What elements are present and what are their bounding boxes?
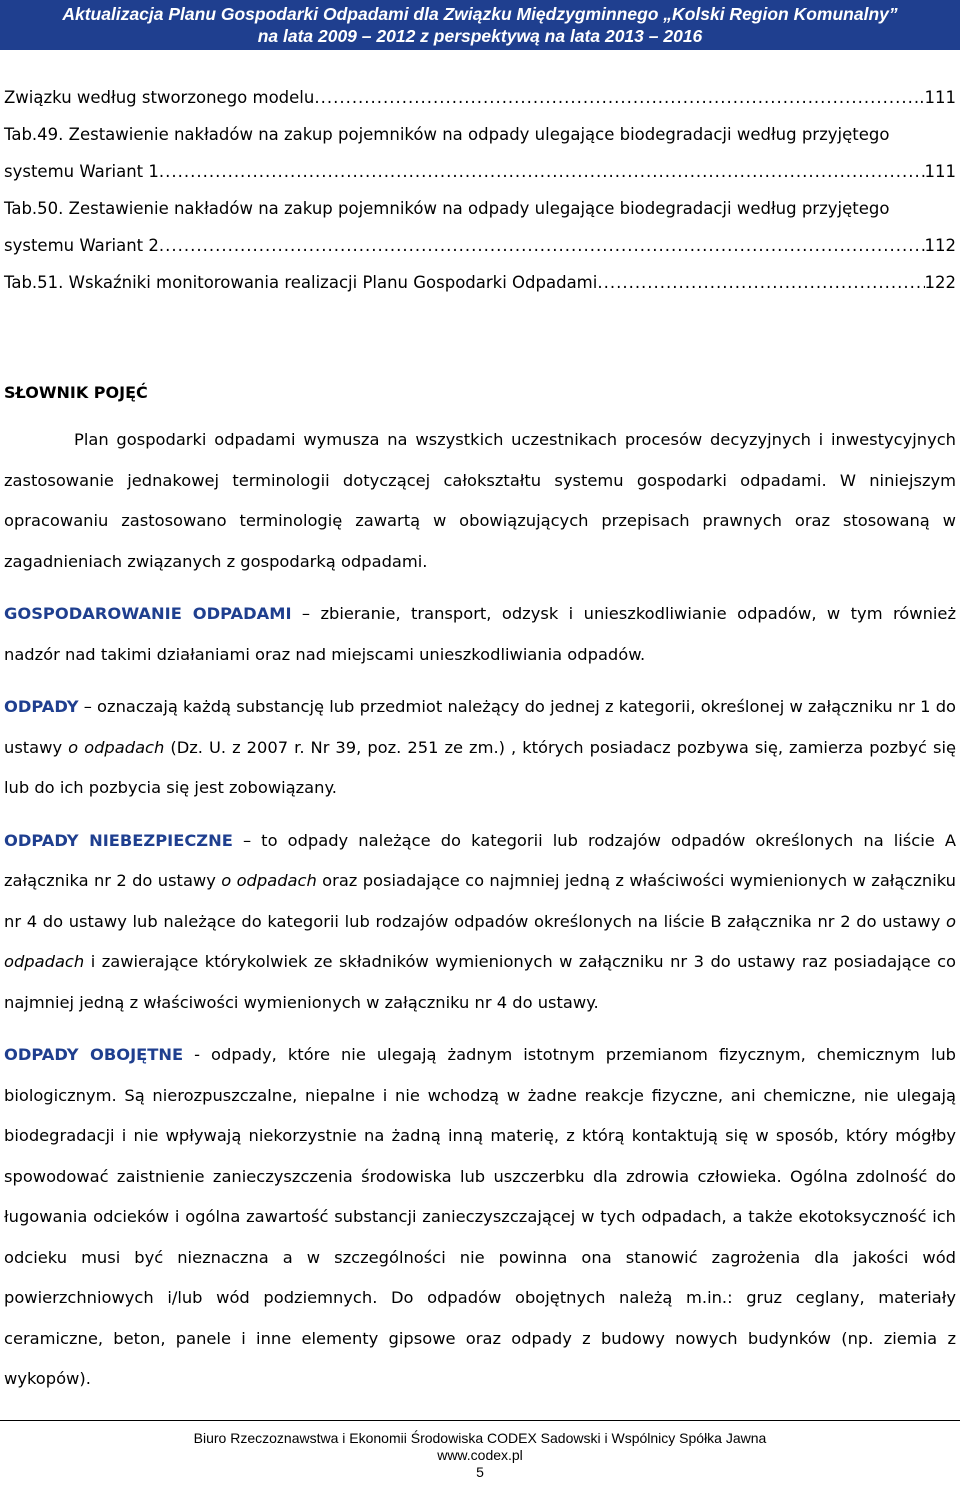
glossary-entry-niebezpieczne	[4, 821, 956, 1024]
document-footer	[0, 1430, 960, 1481]
toc-entry-page: 112	[924, 236, 956, 255]
toc-entry[interactable]	[4, 232, 956, 269]
glossary-definition: – oznaczają każdą substancję lub przedmiot należący do jednej z kategorii, określonej w załączniku nr 1 do ustawy	[4, 697, 956, 757]
glossary-term: ODPADY OBOJĘTNE	[4, 1045, 184, 1064]
glossary-definition: (Dz. U. z 2007 r. Nr 39, poz. 251 ze zm.) , których posiadacz pozbywa się, zamierza pozbyć się lub do ich pozbycia się jest zobowiązany.	[4, 737, 957, 797]
glossary-definition: – to odpady należące do kategorii lub rodzajów odpadów określonych na liście A załącznika nr 2 do ustawy	[4, 830, 957, 890]
toc-entry-text: Tab.50. Zestawienie nakładów na zakup pojemników na odpady ulegające biodegradacji według przyjętego	[4, 199, 890, 218]
toc-entry[interactable]	[4, 121, 956, 158]
glossary-definition: oraz posiadające co najmniej jedną z właściwości wymienionych w załączniku nr 4 do ustawy lub należące do kategorii lub rodzajów odpadów określonych na liście B załącznika nr 2 do ustawy	[4, 871, 956, 931]
toc-entry[interactable]	[4, 269, 956, 306]
toc-entry-page: .111	[919, 88, 956, 107]
glossary-term: ODPADY	[4, 697, 79, 716]
footer-divider	[0, 1420, 960, 1421]
glossary-entry-odpady	[4, 687, 956, 809]
toc-entry[interactable]	[4, 195, 956, 232]
toc-entry-page: 122	[924, 273, 956, 292]
page-number: 5	[476, 1464, 484, 1480]
header-title-line1: Aktualizacja Planu Gospodarki Odpadami dla Związku Międzygminnego „Kolski Region Komunalny”	[62, 4, 898, 24]
toc-entry[interactable]	[4, 158, 956, 195]
glossary-section	[4, 380, 956, 1412]
glossary-term: ODPADY NIEBEZPIECZNE	[4, 830, 233, 850]
glossary-definition: – zbieranie, transport, odzysk i unieszkodliwianie odpadów, w tym również nadzór nad takimi działaniami oraz nad miejscami unieszkodliwiania odpadów.	[4, 604, 956, 664]
toc-entry-text: systemu Wariant 1	[4, 162, 159, 181]
toc-entry-text: systemu Wariant 2	[4, 236, 159, 255]
table-of-contents	[4, 84, 956, 306]
law-title: o odpadach	[221, 871, 317, 890]
glossary-definition: i zawierające którykolwiek ze składników wymienionych w załączniku nr 3 do ustawy raz posiadające co najmniej jedną z właściwości wymienionych w załączniku nr 4 do ustawy.	[4, 952, 956, 1012]
section-heading: SŁOWNIK POJĘĆ	[4, 383, 148, 402]
toc-entry-text: Tab.51. Wskaźniki monitorowania realizacji Planu Gospodarki Odpadami	[4, 273, 598, 292]
toc-leader-dots	[314, 84, 919, 112]
glossary-intro: Plan gospodarki odpadami wymusza na wszystkich uczestnikach procesów decyzyjnych i inwestycyjnych zastosowanie jednakowej terminologii dotyczącej całokształtu systemu gospodarki odpadami. W niniejszym opracowaniu zastosowano terminologię zawartą w obowiązujących przepisach prawnych oraz stosowaną w zagadnieniach związanych z gospodarką odpadami.	[4, 430, 956, 571]
toc-leader-dots	[159, 158, 925, 186]
toc-entry-text: Związku według stworzonego modelu	[4, 88, 315, 107]
footer-website[interactable]: www.codex.pl	[437, 1447, 523, 1463]
glossary-term: GOSPODAROWANIE ODPADAMI	[4, 604, 292, 623]
glossary-definition: - odpady, które nie ulegają żadnym istotnym przemianom fizycznym, chemicznym lub biologicznym. Są nierozpuszczalne, niepalne i nie wchodzą w żadne reakcje fizyczne, ani chemiczne, nie ulegają biodegradacji i nie wpływają niekorzystnie na żadną inną materię, z którą kontaktują się w sposób, który mógłby spowodować zaistnienie zanieczyszczenia środowiska lub uszczerbku dla zdrowia człowieka. Ogólna zdolność do ługowania odcieków i ogólna zawartość substancji zanieczyszczającej w tych odpadach, a także ekotoksyczność ich odcieku musi być nieznaczna a w szczególności nie powinna ona stanowić zagrożenia dla jakości wód powierzchniowych i/lub wód podziemnych. Do odpadów obojętnych należą m.in.: gruz ceglany, materiały ceramiczne, beton, panele i inne elementy gipsowe oraz odpady z budowy nowych budynków (np. ziemia z wykopów).	[4, 1045, 957, 1388]
footer-company: Biuro Rzeczoznawstwa i Ekonomii Środowiska CODEX Sadowski i Wspólnicy Spółka Jawna	[193, 1430, 767, 1446]
glossary-entry-gospodarowanie	[4, 594, 956, 675]
glossary-entry-obojetne	[4, 1035, 956, 1400]
document-header	[0, 0, 960, 50]
law-title: o odpadach	[4, 911, 956, 971]
law-title: o odpadach	[68, 737, 165, 757]
toc-entry-page: 111	[924, 162, 956, 181]
toc-entry[interactable]	[4, 84, 956, 121]
toc-entry-text: Tab.49. Zestawienie nakładów na zakup pojemników na odpady ulegające biodegradacji według przyjętego	[4, 125, 890, 144]
toc-leader-dots	[597, 269, 924, 297]
header-title-line2: na lata 2009 – 2012 z perspektywą na lata 2013 – 2016	[257, 26, 703, 46]
toc-leader-dots	[159, 232, 925, 260]
